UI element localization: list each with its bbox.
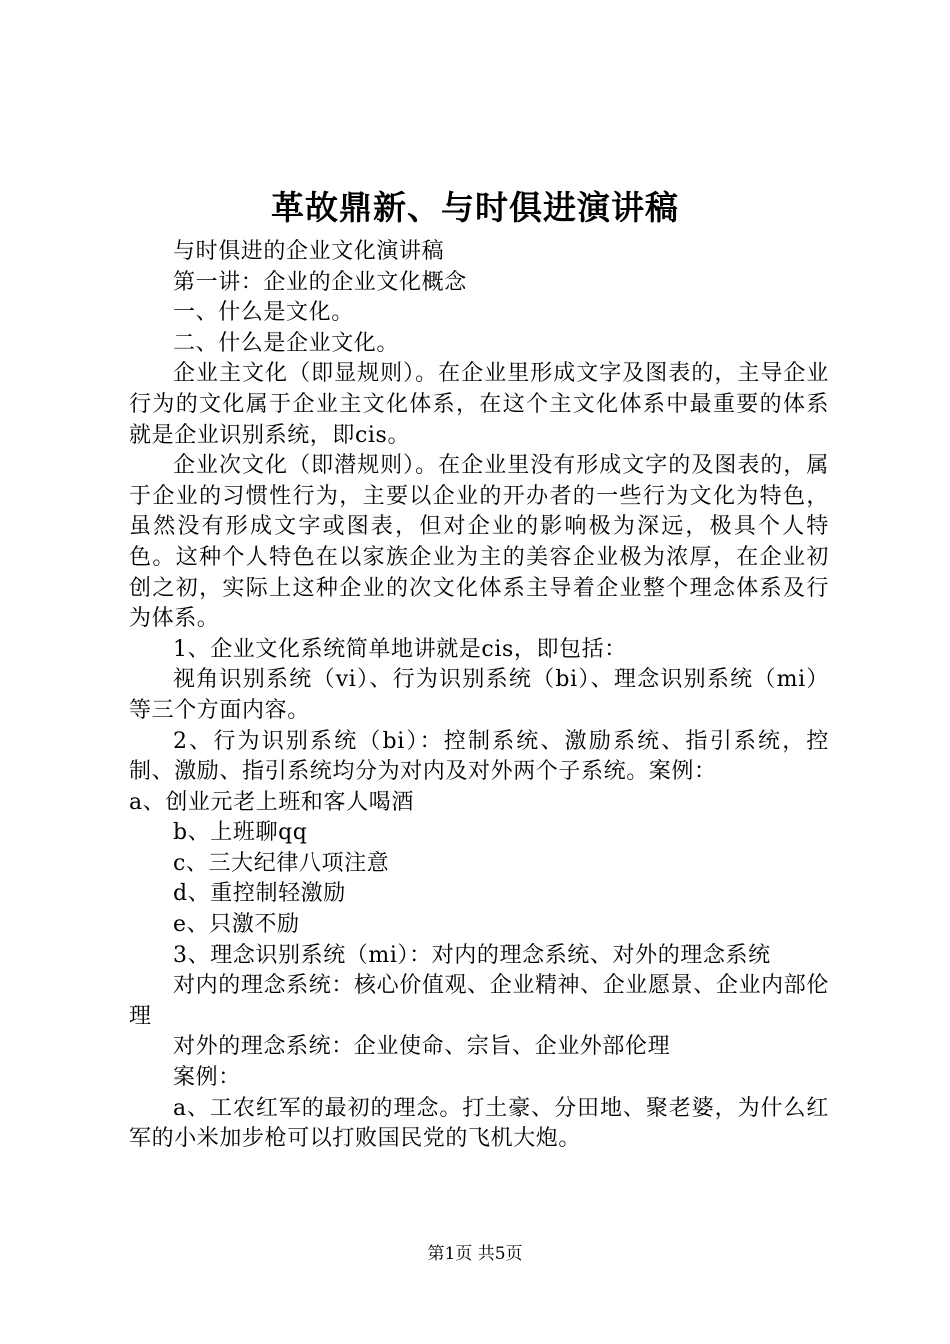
document-title: 革故鼎新、与时俱进演讲稿 [271,188,679,227]
paragraph: b、上班聊qq [173,820,308,846]
document-body [129,237,829,1155]
paragraph: 对内的理念系统：核心价值观、企业精神、企业愿景、企业内部伦理 [129,973,829,1029]
page-footer: 第1页 共5页 [427,1244,523,1264]
paragraph: 与时俱进的企业文化演讲稿 [173,239,445,264]
paragraph: 二、什么是企业文化。 [173,330,400,356]
paragraph: 视角识别系统（vi）、行为识别系统（bi）、理念识别系统（mi）等三个方面内容。 [129,667,829,723]
paragraph: 2、行为识别系统（bi）：控制系统、激励系统、指引系统，控制、激励、指引系统均分为对内及对外两个子系统。案例： [129,728,829,785]
paragraph: e、只激不励 [173,912,300,938]
paragraph: 第一讲：企业的企业文化概念 [173,269,467,295]
paragraph: 3、理念识别系统（mi）：对内的理念系统、对外的理念系统 [173,942,771,968]
paragraph: 案例： [173,1065,241,1091]
paragraph: a、工农红军的最初的理念。打土豪、分田地、聚老婆，为什么红军的小米加步枪可以打败国民党的飞机大炮。 [129,1095,829,1152]
paragraph: 企业主文化（即显规则）。在企业里形成文字及图表的，主导企业行为的文化属于企业主文化体系，在这个主文化体系中最重要的体系就是企业识别系统，即cis。 [129,361,829,448]
paragraph: 一、什么是文化。 [173,300,354,326]
paragraph: 企业次文化（即潜规则）。在企业里没有形成文字的及图表的，属于企业的习惯性行为，主要以企业的开办者的一些行为文化为特色，虽然没有形成文字或图表，但对企业的影响极为深远，极具个人特色。这种个人特色在以家族企业为主的美容企业极为浓厚，在企业初创之初，实际上这种企业的次文化体系主导着企业整个理念体系及行为体系。 [129,453,829,632]
paragraph: 对外的理念系统：企业使命、宗旨、企业外部伦理 [173,1034,671,1060]
paragraph: 1、企业文化系统简单地讲就是cis，即包括： [173,636,627,662]
paragraph: a、创业元老上班和客人喝酒 [129,789,414,815]
paragraph: c、三大纪律八项注意 [173,850,390,876]
paragraph: d、重控制轻激励 [173,881,346,907]
